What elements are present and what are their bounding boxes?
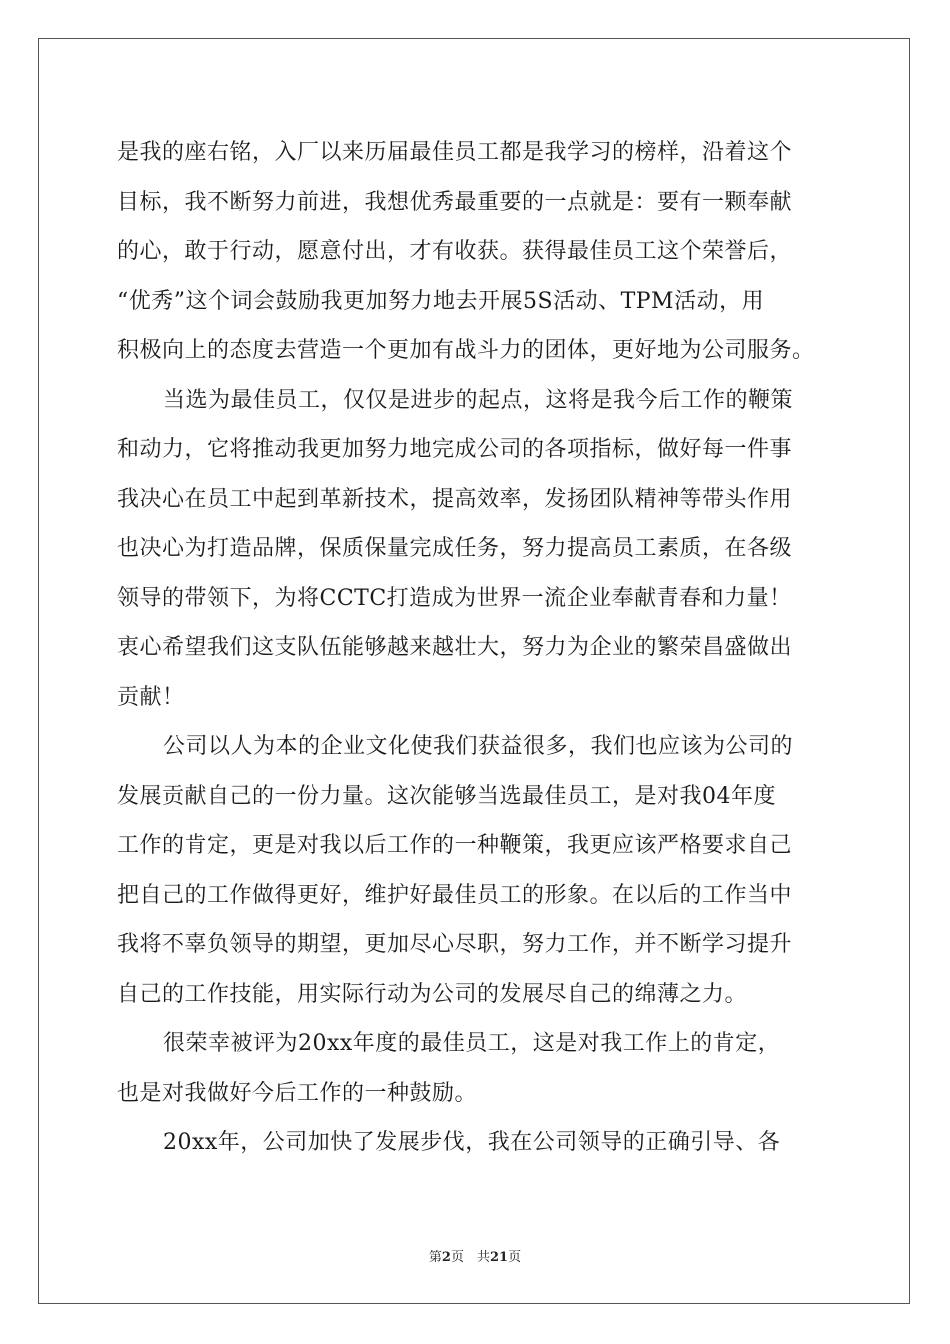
text-line: 积极向上的态度去营造一个更加有战斗力的团体，更好地为公司服务。 [117,338,815,363]
text-line: 把自己的工作做得更好，维护好最佳员工的形象。在以后的工作当中 [117,882,793,908]
text-line: 我将不辜负领导的期望，更加尽心尽职，努力工作，并不断学习提升 [117,932,793,957]
text-line: 目标，我不断努力前进，我想优秀最重要的一点就是：要有一颗奉献 [117,189,793,215]
paragraph-start-line: 公司以人为本的企业文化使我们获益很多，我们也应该为公司的 [163,734,794,759]
page-prefix: 第 [428,1250,442,1265]
document-body [117,128,837,1168]
page-suffix: 页 [508,1250,522,1265]
text-line: 工作的肯定，更是对我以后工作的一种鞭策，我更应该严格要求自己 [117,833,793,858]
text-line: 我决心在员工中起到革新技术，提高效率，发扬团队精神等带头作用 [117,486,793,512]
text-line: 也是对我做好今后工作的一种鼓励。 [117,1080,478,1106]
paragraph-start-line: 20xx年，公司加快了发展步伐，我在公司领导的正确引导、各 [163,1130,781,1155]
text-line: 的心，敢于行动，愿意付出，才有收获。获得最佳员工这个荣誉后， [117,239,793,264]
text-line: 发展贡献自己的一份力量。这次能够当选最佳员工，是对我04年度 [117,783,776,809]
current-page-number: 2 [441,1250,451,1265]
page-footer [0,1246,950,1265]
total-pages-number: 21 [489,1250,509,1265]
page-mid: 页 共 [450,1250,490,1265]
paragraph-start-line: 很荣幸被评为20xx年度的最佳员工，这是对我工作上的肯定， [163,1031,781,1056]
text-line: “优秀”这个词会鼓励我更加努力地去开展5S活动、TPM活动，用 [117,288,765,314]
text-line: 也决心为打造品牌，保质保量完成任务，努力提高员工素质，在各级 [117,536,793,561]
text-line: 领导的带领下，为将CCTC打造成为世界一流企业奉献青春和力量！ [117,585,792,611]
text-line: 衷心希望我们这支队伍能够越来越壮大，努力为企业的繁荣昌盛做出 [117,635,793,660]
paragraph-start-line: 当选为最佳员工，仅仅是进步的起点，这将是我今后工作的鞭策 [163,387,794,413]
text-line: 贡献！ [117,684,185,710]
text-line: 自己的工作技能，用实际行动为公司的发展尽自己的绵薄之力。 [117,981,748,1007]
text-line: 是我的座右铭，入厂以来历届最佳员工都是我学习的榜样，沿着这个 [117,140,793,165]
text-line: 和动力，它将推动我更加努力地完成公司的各项指标，做好每一件事 [117,437,793,462]
